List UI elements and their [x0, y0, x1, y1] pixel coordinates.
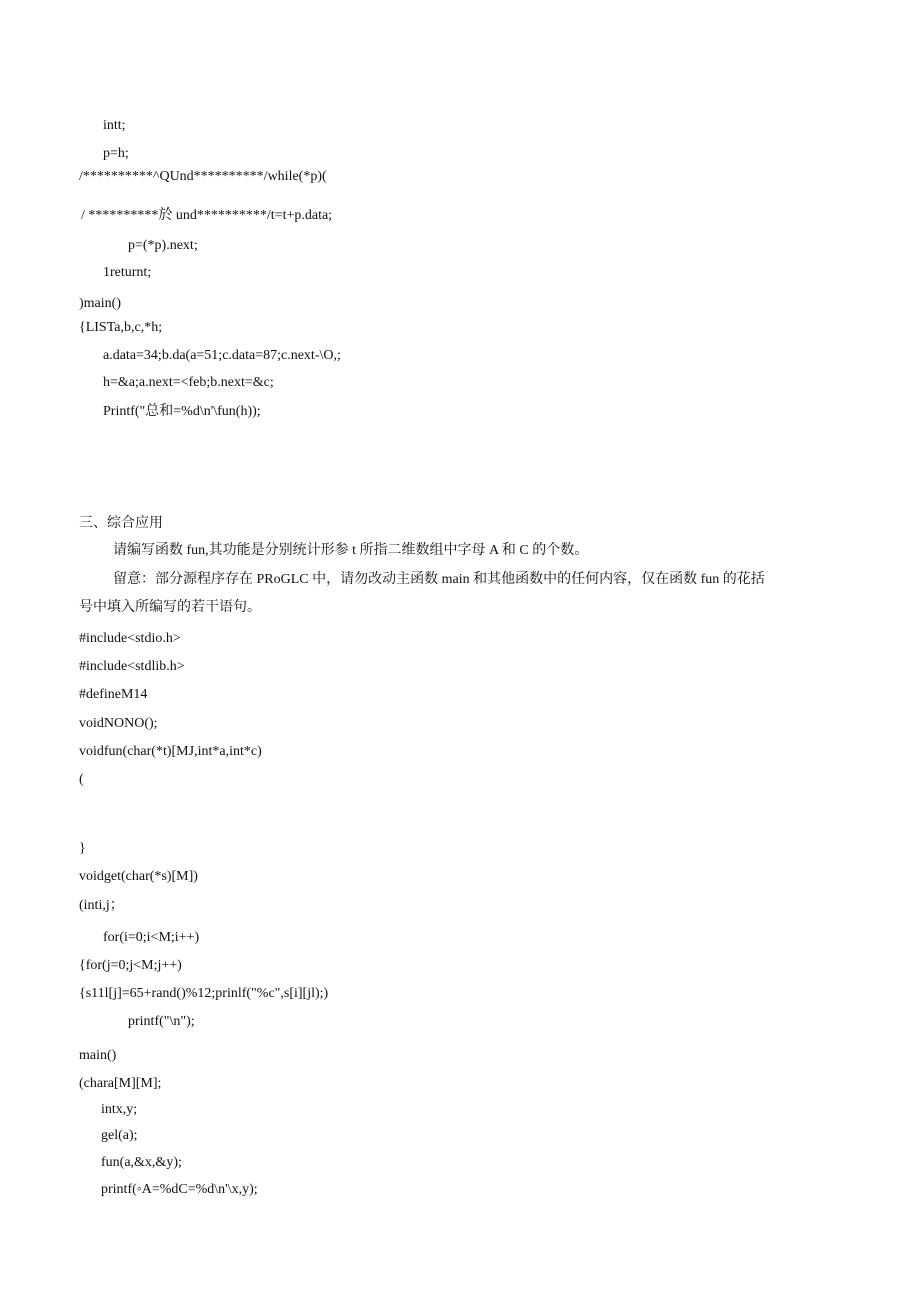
- code-line: printf(◦A=%dC=%d\n'\x,y);: [101, 1182, 258, 1197]
- code-line: }: [79, 841, 86, 856]
- code-line: fun(a,&x,&y);: [101, 1155, 182, 1170]
- code-line: p=(*p).next;: [128, 238, 198, 253]
- code-line: /**********^QUnd**********/while(*p)(: [79, 169, 327, 184]
- paragraph: 号中填入所编写的若干语句。: [79, 600, 261, 615]
- code-line: 1returnt;: [103, 265, 152, 280]
- code-line: {LISTa,b,c,*h;: [79, 320, 163, 335]
- code-line: a.data=34;b.da(a=51;c.data=87;c.next-\O,;: [103, 348, 341, 363]
- paragraph: 请编写函数 fun,其功能是分别统计形参 t 所指二维数组中字母 A 和 C 的个数。: [113, 543, 589, 558]
- code-line: #defineM14: [79, 687, 148, 702]
- code-line: )main(): [79, 296, 121, 311]
- code-line: intt;: [103, 118, 126, 133]
- code-line: voidNONO();: [79, 716, 158, 731]
- code-line: {s11l[j]=65+rand()%12;prinlf("%c",s[i][jl);): [79, 986, 329, 1001]
- code-line: voidget(char(*s)[M]): [79, 869, 198, 884]
- code-line: printf("\n");: [128, 1014, 195, 1029]
- code-line: / **********於 und**********/t=t+p.data;: [81, 208, 333, 223]
- code-line: for(i=0;i<M;i++): [103, 930, 200, 945]
- code-line: voidfun(char(*t)[MJ,int*a,int*c): [79, 744, 262, 759]
- code-line: (: [79, 772, 84, 787]
- paragraph: 留意：部分源程序存在 PRoGLC 中，请勿改动主函数 main 和其他函数中的任何内容，仅在函数 fun 的花括: [113, 572, 765, 587]
- section-heading: 三、综合应用: [79, 515, 163, 531]
- code-line: (inti,j；: [79, 898, 124, 913]
- code-line: #include<stdio.h>: [79, 631, 181, 646]
- code-line: h=&a;a.next=<feb;b.next=&c;: [103, 375, 274, 390]
- code-line: (chara[M][M];: [79, 1076, 162, 1091]
- code-line: intx,y;: [101, 1102, 138, 1117]
- code-line: {for(j=0;j<M;j++): [79, 958, 182, 973]
- code-line: p=h;: [103, 146, 129, 161]
- code-line: #include<stdlib.h>: [79, 659, 185, 674]
- code-line: Printf("总和=%d\n'\fun(h));: [103, 404, 261, 419]
- code-line: gel(a);: [101, 1128, 138, 1143]
- code-line: main(): [79, 1048, 117, 1063]
